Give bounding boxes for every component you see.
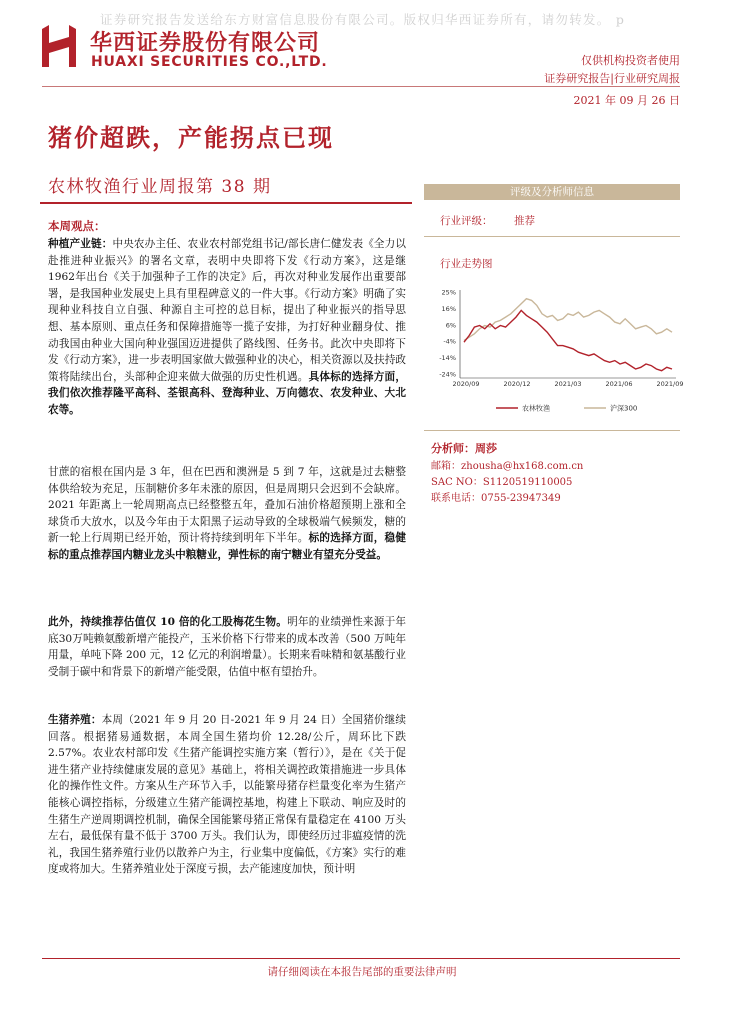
meihua-text: 明年的业绩弹性来源于年底30万吨赖氨酸新增产能投产，玉米价格下行带来的成本改善（500 万吨年用量，单吨下降 200 元，12 亿元的利润增量）。长期来看味精和氨基酸行业受制于碳中和背景下的新增产能受限，估值中枢有望抬升。 [48, 616, 407, 678]
paragraph-hog [48, 712, 406, 878]
y-tick-label: 25% [441, 288, 456, 297]
sidebar-divider [424, 236, 680, 237]
paragraph-meihua [48, 614, 406, 680]
y-tick-label: -14% [439, 354, 456, 363]
x-tick-label: 2020/12 [503, 380, 531, 388]
y-tick-label: -4% [443, 337, 456, 346]
meihua-lead: 此外，持续推荐估值仅 10 倍的化工股梅花生物。 [48, 616, 288, 628]
x-tick-label: 2020/09 [452, 380, 480, 388]
x-tick-label: 2021/03 [554, 380, 582, 388]
usage-note: 仅供机构投资者使用 [581, 54, 680, 67]
x-tick-label: 2021/09 [656, 380, 684, 388]
planting-picks: 具体标的选择方面，我们依次推荐隆平高科、荃银高科、登海种业、万向德农、农发种业、大北农等。 [48, 370, 407, 416]
company-name-en: HUAXI SECURITIES CO.,LTD. [91, 54, 328, 70]
rating-value: 推荐 [514, 215, 535, 227]
planting-label: 种植产业链： [48, 238, 113, 250]
company-logo-icon [42, 25, 76, 67]
hog-text: 本周（2021 年 9 月 20 日-2021 年 9 月 24 日）全国猪价继续回落。根据猪易通数据，本周全国生猪均价 12.28/公斤，周环比下跌 2.57%。农业农村部印发《生猪产能调控实施方案（暂行）》，是在《关于促进生猪产业持续健康发展的意见》基础上，将相关调控政策措施进一步具体化的操作性文件。方案从生产环节入手，以能繁母猪存栏量变化率为生猪产能核心调控指标，分级建立生猪产能调控基地，构建上下联动、响应及时的生猪生产逆周期调控机制，确保全国能繁母猪正常保有量稳定在 4100 万头左右，最低保有量不低于 3700 万头。我们认为，即使经历过非瘟疫情的洗礼，我国生猪养殖行业仍以散养户为主，行业集中度偏低，《方案》实行的难度或将加大。生猪养殖业处于深度亏损，去产能速度加快，预计明 [48, 714, 406, 876]
report-date: 2021 年 09 月 26 日 [573, 94, 680, 107]
trend-title: 行业走势图 [440, 258, 493, 270]
footer-disclaimer: 请仔细阅读在本报告尾部的重要法律声明 [267, 966, 457, 978]
trend-chart [428, 282, 684, 422]
sidebar-header: 评级及分析师信息 [424, 184, 680, 200]
analyst-phone: 联系电话：0755-23947349 [431, 493, 561, 504]
analyst-title: 分析师：周莎 [431, 442, 497, 455]
legend-label: 沪深300 [610, 404, 638, 413]
analyst-email[interactable]: 邮箱：zhousha@hx168.com.cn [431, 461, 584, 472]
y-tick-label: 6% [445, 321, 456, 330]
sugar-picks: 标的选择方面，稳健标的重点推荐国内糖业龙头中粮糖业，弹性标的南宁糖业有望充分受益。 [48, 532, 407, 561]
paragraph-sugar [48, 464, 406, 564]
legend-label: 农林牧渔 [522, 404, 550, 413]
report-title: 猪价超跌，产能拐点已现 [48, 123, 334, 152]
hog-label: 生猪养殖： [48, 714, 102, 726]
subtitle-underline [40, 202, 412, 204]
y-tick-label: 16% [441, 304, 456, 313]
analyst-sac: SAC NO：S1120519110005 [431, 477, 573, 488]
company-name-cn: 华西证券股份有限公司 [90, 31, 321, 56]
y-tick-label: -24% [439, 370, 456, 379]
rating-label: 行业评级： [440, 215, 493, 227]
planting-text: 中央农办主任、农业农村部党组书记/部长唐仁健发表《全力以赴推进种业振兴》的署名文章，表明中央即将下发《行动方案》，这是继1962年出台《关于加强种子工作的决定》后，再次对种业发展作出重要部署，是我国种业发展史上具有里程碑意义的一件大事。《行动方案》明确了实现种业科技自立自强、种源自主可控的总目标，提出了种业振兴的指导思想、基本原则、重点任务和保障措施等一揽子安排，为打好种业翻身仗、推动我国由种业大国向种业强国迈进提供了路线图、任务书。此次中央即将下发《行动方案》，进一步表明国家做大做强种业的决心，相关资源以及扶持政策将陆续出台，头部种企迎来做大做强的历史性机遇。 [48, 238, 407, 383]
sugar-text: 甘蔗的宿根在国内是 3 年，但在巴西和澳洲是 5 到 7 年，这就是过去糖整体供给较为充足，压制糖价多年未涨的原因，但是周期只会迟到不会缺席。2021 年距离上一轮周期高点已经整整五年，叠加石油价格超预期上涨和全球货币大放水，以及今年由于太阳黑子运动导致的全球极端气候频发，糖的新一轮上行周期已经开始，预计将持续到明年下半年。 [48, 466, 406, 545]
header-divider [42, 86, 680, 87]
section-title: 本周观点： [48, 219, 106, 233]
footer-divider [42, 958, 680, 959]
report-subtitle: 农林牧渔行业周报第 38 期 [48, 177, 272, 197]
report-category: 证券研究报告|行业研究周报 [544, 72, 680, 85]
paragraph-planting [48, 236, 406, 419]
series-line-industry [464, 310, 672, 370]
x-tick-label: 2021/06 [605, 380, 633, 388]
sidebar-divider-2 [424, 430, 680, 431]
watermark: 证券研究报告发送给东方财富信息股份有限公司。版权归华西证券所有，请勿转发。 p [100, 12, 626, 27]
series-line-csi300 [464, 299, 672, 341]
